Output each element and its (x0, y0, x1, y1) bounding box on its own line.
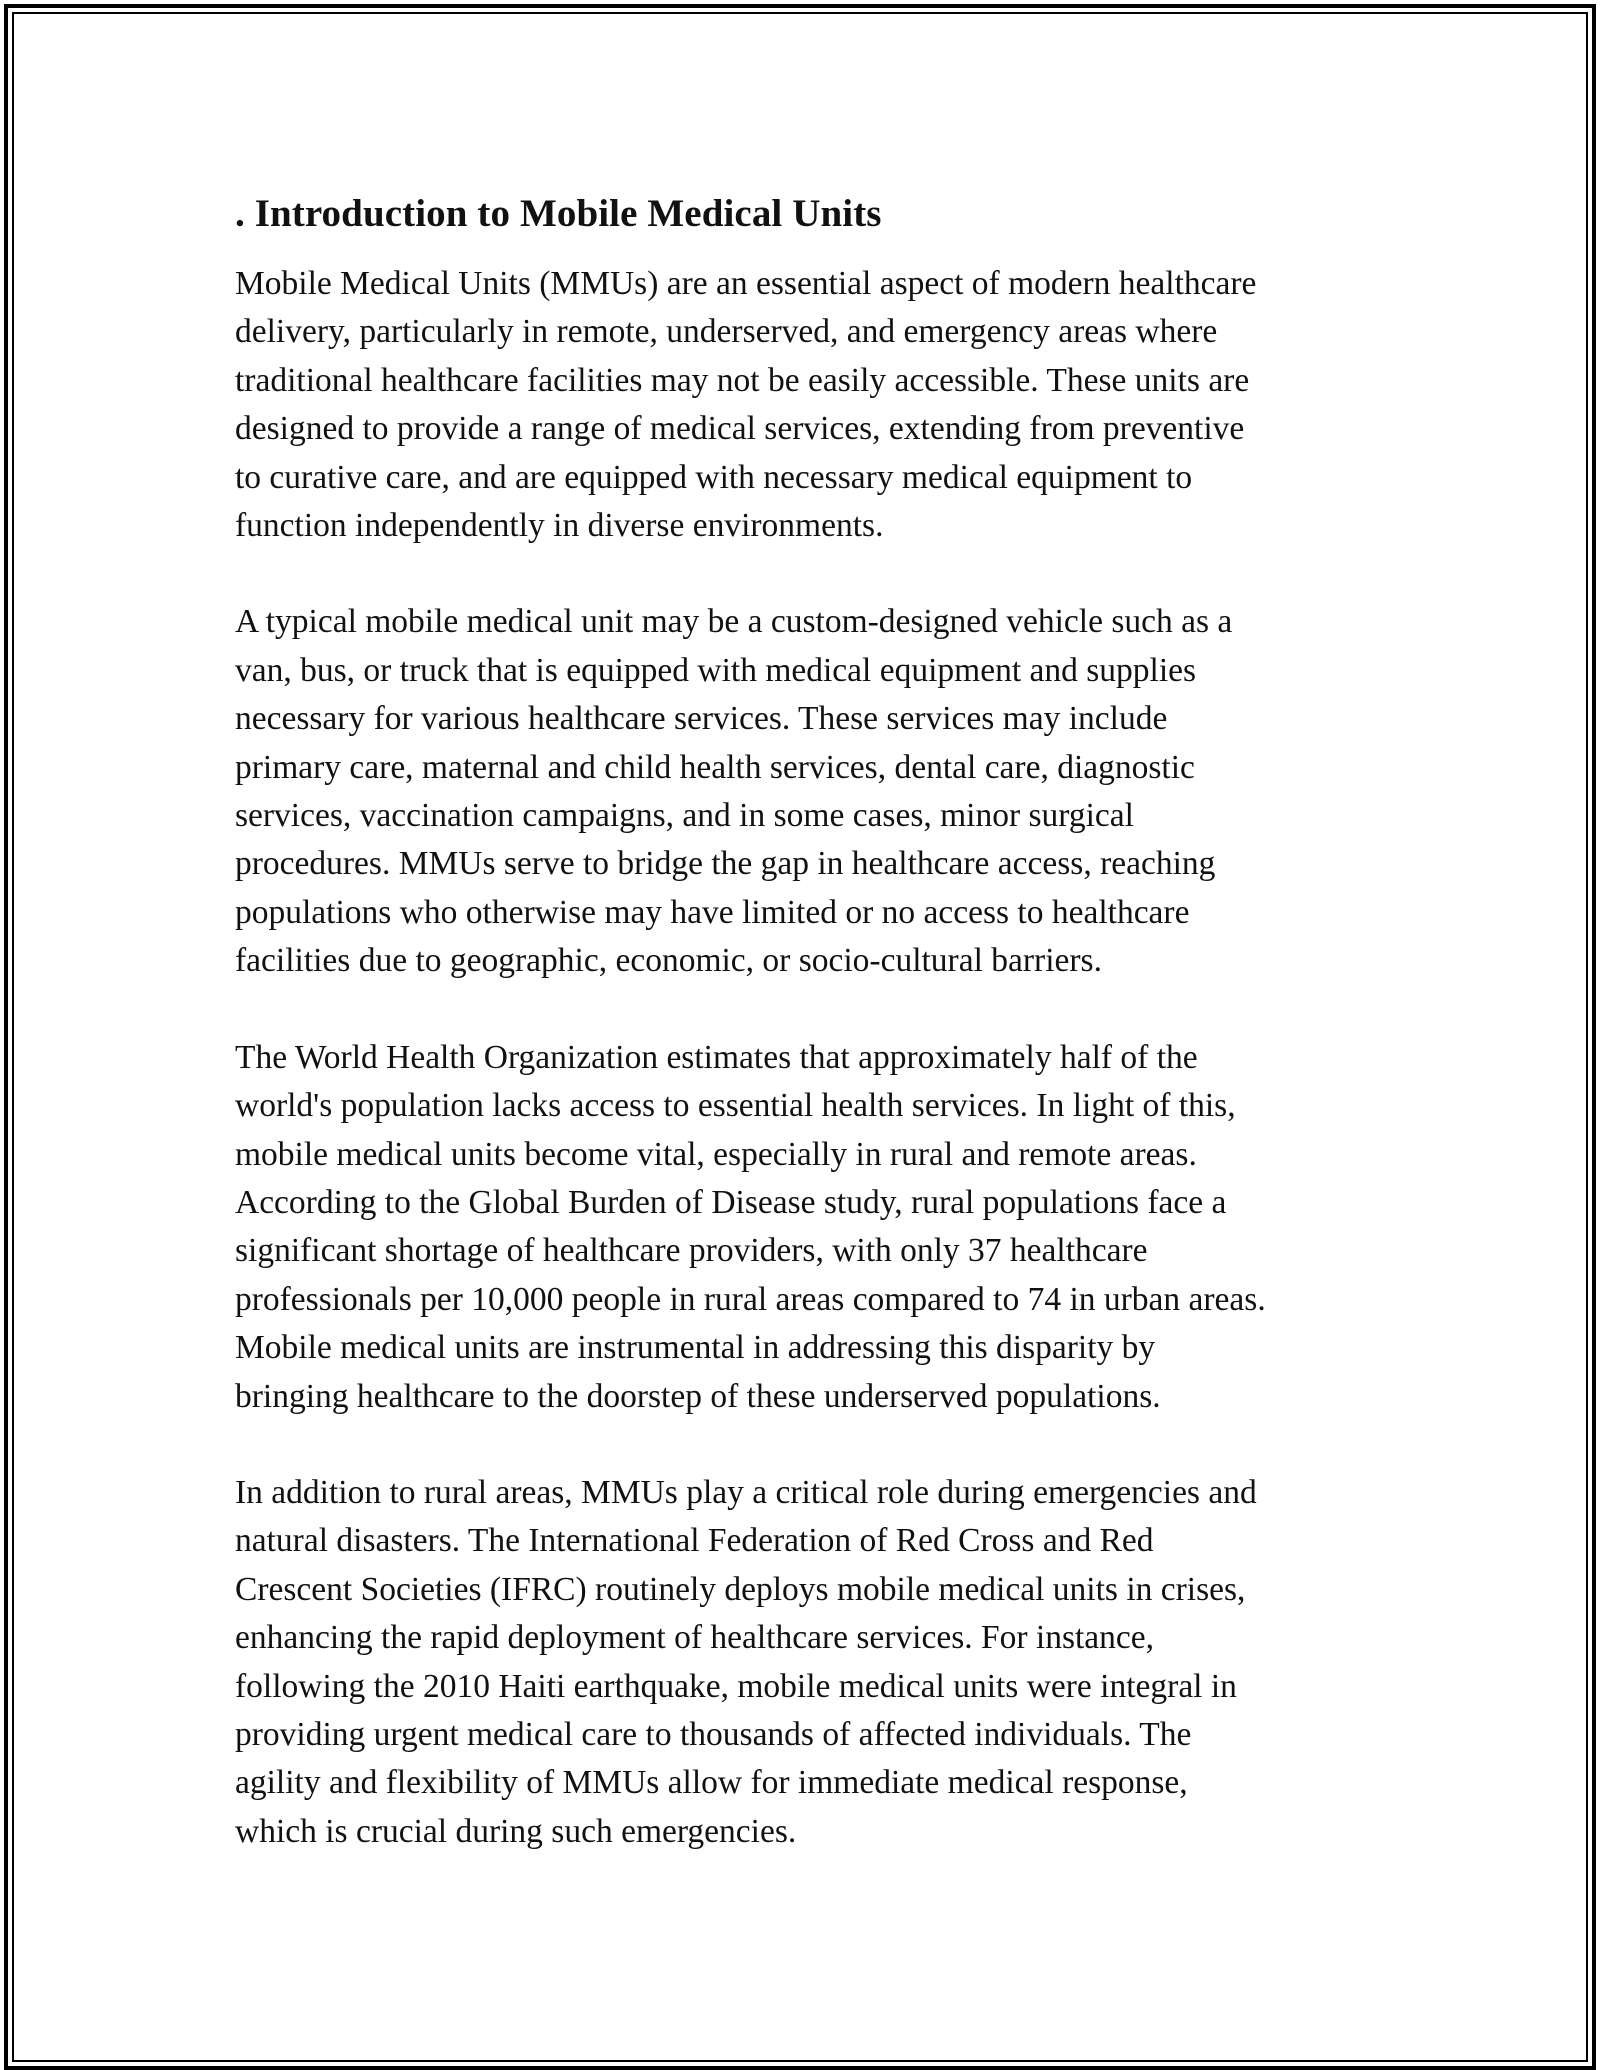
paragraph-typical-unit: A typical mobile medical unit may be a custom-designed vehicle such as a van, bus, or truck that is equipped with medical equipment and supplies necessary for various healthcare services. These services may include primary care, maternal and child health services, dental care, diagnostic services, vaccination campaigns, and in some cases, minor surgical procedures. MMUs serve to bridge the gap in healthcare access, reaching populations who otherwise may have limited or no access to healthcare facilities due to geographic, economic, or socio-cultural barriers. (235, 603, 1233, 980)
paragraph-emergencies: In addition to rural areas, MMUs play a critical role during emergencies and natural disasters. The International Federation of Red Cross and Red Crescent Societies (IFRC) routinely deploys mobile medical units in crises, enhancing the rapid deployment of healthcare services. For instance, following the 2010 Haiti earthquake, mobile medical units were integral in providing urgent medical care to thousands of affected individuals. The agility and flexibility of MMUs allow for immediate medical response, which is crucial during such emergencies. (235, 1473, 1257, 1850)
document-body (235, 188, 1375, 1856)
section-title: . Introduction to Mobile Medical Units (235, 192, 882, 235)
paragraph-who-estimates: The World Health Organization estimates that approximately half of the world's population lacks access to essential health services. In light of this, mobile medical units become vital, especially in rural and remote areas. According to the Global Burden of Disease study, rural populations face a significant shortage of healthcare providers, with only 37 healthcare professionals per 10,000 people in rural areas compared to 74 in urban areas. Mobile medical units are instrumental in addressing this disparity by bringing healthcare to the doorstep of these underserved populations. (235, 1038, 1266, 1415)
paragraph-introduction: Mobile Medical Units (MMUs) are an essential aspect of modern healthcare delivery, particularly in remote, underserved, and emergency areas where traditional healthcare facilities may not be easily accessible. These units are designed to provide a range of medical services, extending from preventive to curative care, and are equipped with necessary medical equipment to function independently in diverse environments. (235, 265, 1257, 545)
